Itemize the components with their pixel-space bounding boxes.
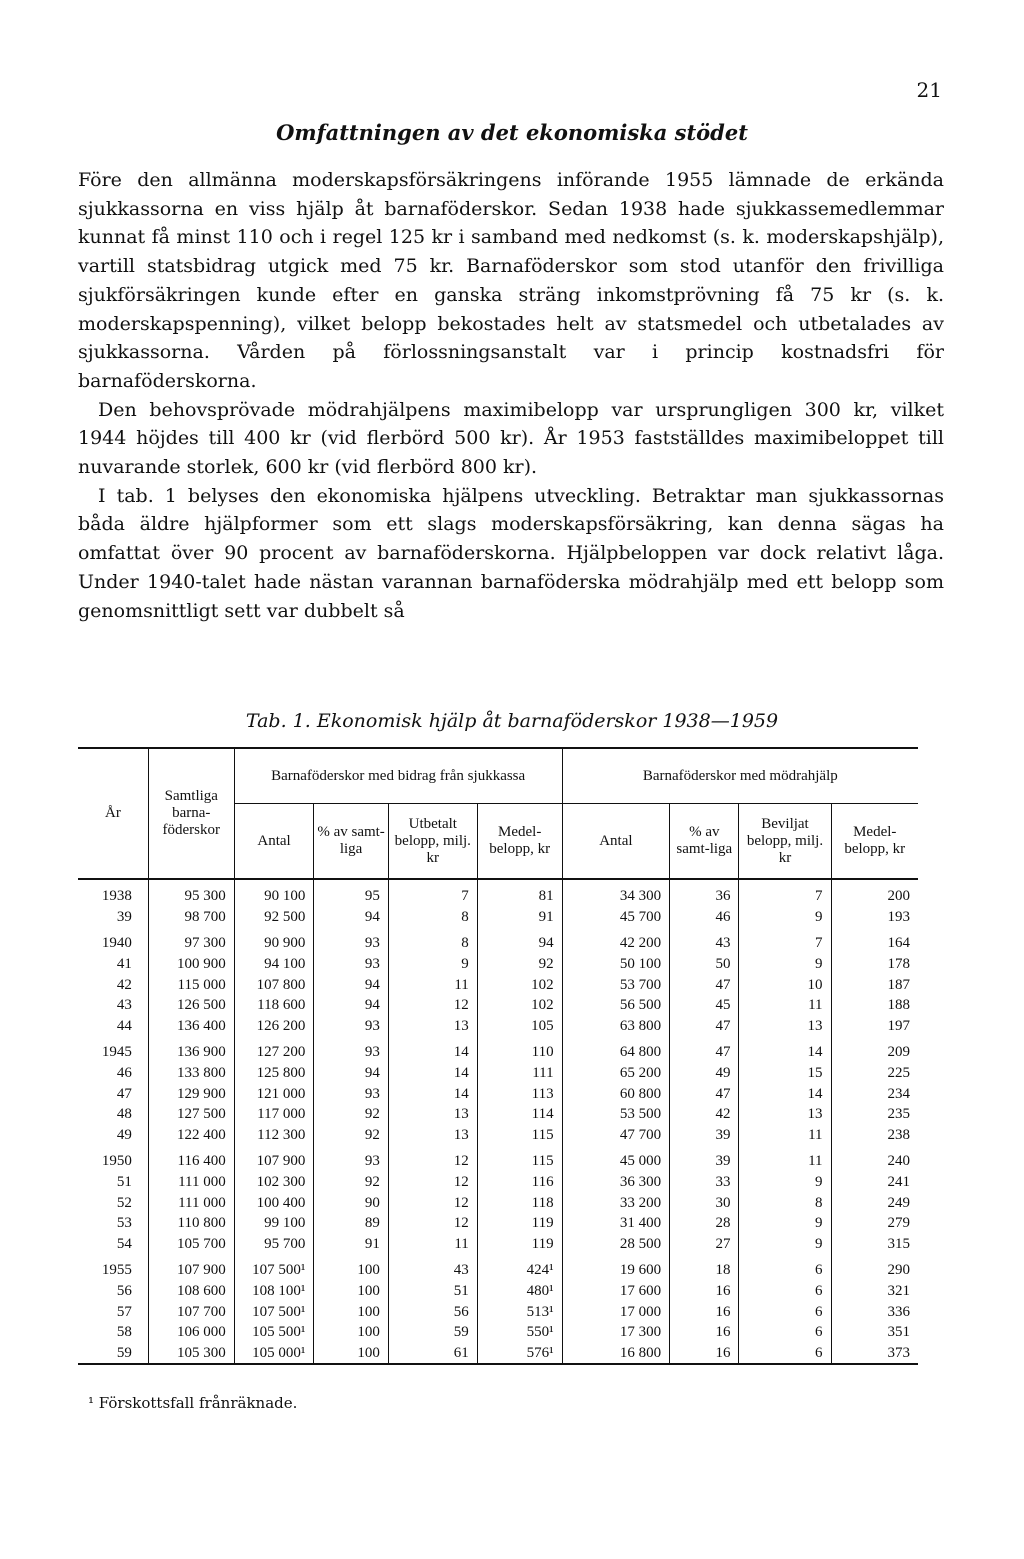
table-cell: 197 [831,1016,918,1037]
table-cell: 60 800 [562,1083,670,1104]
table-cell: 14 [388,1083,477,1104]
table-cell: 92 [314,1104,388,1125]
table-cell: 225 [831,1063,918,1084]
table-row [78,886,918,907]
header-total-mothers: Samtliga barna-föderskor [148,748,234,879]
table-cell: 94 [314,974,388,995]
table-cell: 51 [388,1281,477,1302]
paragraph-3: I tab. 1 belyses den ekonomiska hjälpens utveckling. Betraktar man sjukkassornas båda äldre hjälpformer som ett slags moderskapsförsäkring, kan denna sägas ha omfattat över 90 procent av barnaföderskorna. Hjälpbeloppen var dock relativt låga. Under 1940-talet hade nästan varannan barnaföderska mödrahjälp med ett belopp som genomsnittligt sett var dubbelt så [78,484,944,622]
table-cell: 336 [831,1301,918,1322]
table-cell: 92 [314,1172,388,1193]
table-cell: 193 [831,907,918,928]
table-cell: 1950 [78,1151,148,1172]
table-cell: 13 [739,1104,831,1125]
table-cell: 118 600 [234,995,314,1016]
table-cell: 90 [314,1192,388,1213]
table-cell: 91 [477,907,562,928]
table-cell: 100 400 [234,1192,314,1213]
table-row [78,995,918,1016]
table-cell: 200 [831,886,918,907]
header-group-sick-fund: Barnaföderskor med bidrag från sjukkassa [234,748,562,804]
table-cell: 209 [831,1042,918,1063]
table-cell: 126 200 [234,1016,314,1037]
table-cell: 11 [739,995,831,1016]
table-cell: 7 [388,886,477,907]
table-cell: 110 [477,1042,562,1063]
table-cell: 58 [78,1322,148,1343]
table-cell: 12 [388,1151,477,1172]
table-cell: 9 [739,954,831,975]
table-cell: 49 [78,1125,148,1146]
table-row [78,1260,918,1281]
table-cell: 19 600 [562,1260,670,1281]
table-cell: 513¹ [477,1301,562,1322]
table-cell: 94 [314,907,388,928]
table-cell: 51 [78,1172,148,1193]
table-cell: 93 [314,954,388,975]
spacer-cell [477,879,562,886]
table-row [78,1342,918,1364]
table-cell: 133 800 [148,1063,234,1084]
table-cell: 136 900 [148,1042,234,1063]
table-cell: 115 [477,1125,562,1146]
table-row [78,1042,918,1063]
table-cell: 127 200 [234,1042,314,1063]
table-row [78,954,918,975]
table-cell: 11 [739,1125,831,1146]
table-cell: 56 500 [562,995,670,1016]
table-cell: 100 [314,1342,388,1364]
spacer-cell [562,879,670,886]
table-cell: 42 200 [562,933,670,954]
table-cell: 114 [477,1104,562,1125]
table-cell: 112 300 [234,1125,314,1146]
table-cell: 56 [78,1281,148,1302]
table-cell: 14 [739,1042,831,1063]
table-row [78,1281,918,1302]
table-cell: 290 [831,1260,918,1281]
table-cell: 110 800 [148,1213,234,1234]
table-cell: 53 500 [562,1104,670,1125]
table-cell: 94 [477,933,562,954]
table-cell: 9 [388,954,477,975]
table-cell: 48 [78,1104,148,1125]
table-cell: 424¹ [477,1260,562,1281]
table-cell: 105 500¹ [234,1322,314,1343]
table-cell: 100 [314,1281,388,1302]
table-cell: 279 [831,1213,918,1234]
table-cell: 105 300 [148,1342,234,1364]
table-cell: 107 900 [148,1260,234,1281]
table-cell: 63 800 [562,1016,670,1037]
table-cell: 43 [388,1260,477,1281]
table-cell: 116 400 [148,1151,234,1172]
table-cell: 125 800 [234,1063,314,1084]
table-cell: 121 000 [234,1083,314,1104]
table-cell: 107 500¹ [234,1260,314,1281]
table-cell: 53 [78,1213,148,1234]
table-cell: 50 [670,954,739,975]
spacer-cell [148,879,234,886]
table-cell: 6 [739,1342,831,1364]
table-cell: 17 000 [562,1301,670,1322]
table-cell: 89 [314,1213,388,1234]
table-cell: 7 [739,933,831,954]
spacer-cell [234,879,314,886]
table-cell: 13 [388,1104,477,1125]
table-cell: 91 [314,1234,388,1255]
spacer-cell [388,879,477,886]
table-cell: 6 [739,1301,831,1322]
table-cell: 107 800 [234,974,314,995]
header-group-maternal-aid: Barnaföderskor med mödrahjälp [562,748,918,804]
table-cell: 12 [388,995,477,1016]
table-cell: 6 [739,1322,831,1343]
table-cell: 14 [388,1063,477,1084]
table-cell: 17 600 [562,1281,670,1302]
table-cell: 14 [739,1083,831,1104]
table-cell: 18 [670,1260,739,1281]
table-cell: 100 [314,1301,388,1322]
table-cell: 136 400 [148,1016,234,1037]
table-cell: 93 [314,1042,388,1063]
table-cell: 16 [670,1322,739,1343]
table-cell: 92 [314,1125,388,1146]
table-cell: 36 300 [562,1172,670,1193]
table-cell: 95 [314,886,388,907]
table-cell: 576¹ [477,1342,562,1364]
table-cell: 98 700 [148,907,234,928]
table-cell: 28 500 [562,1234,670,1255]
table-cell: 100 [314,1322,388,1343]
table-row [78,1301,918,1322]
header-antal-1: Antal [234,804,314,880]
table-cell: 550¹ [477,1322,562,1343]
table-cell: 107 900 [234,1151,314,1172]
header-granted-amount: Beviljat belopp, milj. kr [739,804,831,880]
table-cell: 33 [670,1172,739,1193]
table-cell: 108 600 [148,1281,234,1302]
table-cell: 16 [670,1281,739,1302]
paragraph-1: Före den allmänna moderskapsförsäkringens införande 1955 lämnade de erkända sjukkassorna en viss hjälp åt barnaföderskor. Sedan 1938 hade sjukkassemedlemmar kunnat få minst 110 och i regel 125 kr i samband med nedkomst (s. k. moderskapshjälp), vartill statsbidrag utgick med 75 kr. Barnaföderskor som stod utanför den frivilliga sjukförsäkringen kunde efter en ganska sträng inkomstprövning få 75 kr (s. k. moderskapspenning), vilket belopp bekostades helt av statsmedel och utbetalades av sjukkassorna. Vården på förlossningsanstalt var i princip kostnadsfri för barnaföderskorna. [78,169,944,392]
table-cell: 108 100¹ [234,1281,314,1302]
table-cell: 241 [831,1172,918,1193]
table-cell: 56 [388,1301,477,1322]
spacer-cell [670,879,739,886]
table-cell: 105 [477,1016,562,1037]
table-cell: 64 800 [562,1042,670,1063]
table-cell: 47 [670,1016,739,1037]
table-cell: 94 [314,995,388,1016]
table-cell: 129 900 [148,1083,234,1104]
table-cell: 99 100 [234,1213,314,1234]
table-cell: 46 [670,907,739,928]
table-cell: 102 300 [234,1172,314,1193]
table-cell: 52 [78,1192,148,1213]
table-cell: 8 [388,907,477,928]
table-cell: 33 200 [562,1192,670,1213]
table-cell: 93 [314,1151,388,1172]
table-cell: 115 000 [148,974,234,995]
table-row [78,1104,918,1125]
table-cell: 90 100 [234,886,314,907]
table-cell: 94 [314,1063,388,1084]
table-cell: 93 [314,1083,388,1104]
table-cell: 53 700 [562,974,670,995]
table-cell: 122 400 [148,1125,234,1146]
table-cell: 11 [388,974,477,995]
table-cell: 42 [670,1104,739,1125]
table-cell: 36 [670,886,739,907]
spacer-cell [739,879,831,886]
table-cell: 45 [670,995,739,1016]
table-cell: 97 300 [148,933,234,954]
table-cell: 13 [388,1016,477,1037]
table-cell: 1945 [78,1042,148,1063]
table-cell: 12 [388,1213,477,1234]
table-cell: 10 [739,974,831,995]
table-cell: 102 [477,995,562,1016]
table-cell: 11 [388,1234,477,1255]
table-cell: 13 [388,1125,477,1146]
table-row [78,1125,918,1146]
table-cell: 11 [739,1151,831,1172]
table-cell: 105 000¹ [234,1342,314,1364]
table-cell: 94 100 [234,954,314,975]
table-cell: 95 700 [234,1234,314,1255]
table-cell: 235 [831,1104,918,1125]
table-cell: 65 200 [562,1063,670,1084]
footnote: ¹ Förskottsfall frånräknade. [88,1394,298,1412]
table-cell: 16 800 [562,1342,670,1364]
table-cell: 188 [831,995,918,1016]
table-cell: 54 [78,1234,148,1255]
table-cell: 373 [831,1342,918,1364]
table-cell: 9 [739,1234,831,1255]
section-heading: Omfattningen av det ekonomiska stödet [276,120,748,145]
table-cell: 106 000 [148,1322,234,1343]
table-cell: 119 [477,1213,562,1234]
table-cell: 9 [739,1213,831,1234]
table-cell: 47 [670,974,739,995]
table-cell: 41 [78,954,148,975]
table-cell: 39 [670,1151,739,1172]
table-cell: 116 [477,1172,562,1193]
table-row [78,1151,918,1172]
table-cell: 93 [314,933,388,954]
table-cell: 17 300 [562,1322,670,1343]
table-row [78,1172,918,1193]
table-cell: 105 700 [148,1234,234,1255]
table-cell: 45 000 [562,1151,670,1172]
table-cell: 8 [739,1192,831,1213]
table-cell: 81 [477,886,562,907]
table-cell: 14 [388,1042,477,1063]
table-cell: 7 [739,886,831,907]
table-row [78,1213,918,1234]
table-cell: 44 [78,1016,148,1037]
table-cell: 59 [388,1322,477,1343]
table-cell: 321 [831,1281,918,1302]
table-cell: 45 700 [562,907,670,928]
table-body [78,879,918,1364]
table-cell: 9 [739,1172,831,1193]
table-cell: 117 000 [234,1104,314,1125]
table-row [78,1192,918,1213]
table-cell: 111 000 [148,1172,234,1193]
table-cell: 61 [388,1342,477,1364]
table-row [78,974,918,995]
table-cell: 39 [78,907,148,928]
table-cell: 6 [739,1260,831,1281]
table-cell: 92 500 [234,907,314,928]
header-avg-2: Medel-belopp, kr [831,804,918,880]
table-cell: 187 [831,974,918,995]
table-cell: 9 [739,907,831,928]
table-cell: 480¹ [477,1281,562,1302]
table-cell: 59 [78,1342,148,1364]
paragraph-2: Den behovsprövade mödrahjälpens maximibelopp var ursprungligen 300 kr, vilket 1944 höjdes till 400 kr (vid flerbörd 500 kr). År 1953 fastställdes maximibeloppet till nuvarande storlek, 600 kr (vid flerbörd 800 kr). [78,398,944,479]
table-cell: 111 000 [148,1192,234,1213]
table-cell: 95 300 [148,886,234,907]
table-cell: 12 [388,1172,477,1193]
table-cell: 164 [831,933,918,954]
table-cell: 127 500 [148,1104,234,1125]
table-cell: 28 [670,1213,739,1234]
table-cell: 42 [78,974,148,995]
table-cell: 34 300 [562,886,670,907]
spacer-cell [78,879,148,886]
economic-aid-table [78,747,918,1365]
table-row [78,1083,918,1104]
table-cell: 238 [831,1125,918,1146]
header-avg-1: Medel-belopp, kr [477,804,562,880]
table-cell: 113 [477,1083,562,1104]
table-cell: 47 [78,1083,148,1104]
table-cell: 249 [831,1192,918,1213]
header-pct-1: % av samt-liga [314,804,388,880]
table-cell: 107 700 [148,1301,234,1322]
table-cell: 100 900 [148,954,234,975]
table-cell: 1955 [78,1260,148,1281]
table-cell: 47 [670,1083,739,1104]
table-cell: 47 700 [562,1125,670,1146]
table-cell: 92 [477,954,562,975]
table-cell: 118 [477,1192,562,1213]
table-row [78,1016,918,1037]
table-cell: 46 [78,1063,148,1084]
table-cell: 107 500¹ [234,1301,314,1322]
table-cell: 50 100 [562,954,670,975]
table-cell: 8 [388,933,477,954]
spacer-row [78,879,918,886]
table-cell: 93 [314,1016,388,1037]
header-antal-2: Antal [562,804,670,880]
table-cell: 15 [739,1063,831,1084]
table-cell: 240 [831,1151,918,1172]
table-cell: 126 500 [148,995,234,1016]
table-row [78,933,918,954]
table-row [78,1322,918,1343]
table-cell: 27 [670,1234,739,1255]
table-row [78,1063,918,1084]
table-cell: 178 [831,954,918,975]
header-pct-2: % av samt-liga [670,804,739,880]
spacer-cell [831,879,918,886]
table-cell: 43 [670,933,739,954]
table-cell: 351 [831,1322,918,1343]
table-cell: 30 [670,1192,739,1213]
body-text [78,166,944,625]
table-row [78,907,918,928]
table-cell: 47 [670,1042,739,1063]
table-cell: 100 [314,1260,388,1281]
table-cell: 115 [477,1151,562,1172]
table-cell: 119 [477,1234,562,1255]
table-cell: 57 [78,1301,148,1322]
table-cell: 13 [739,1016,831,1037]
header-paid-amount: Utbetalt belopp, milj. kr [388,804,477,880]
table-cell: 39 [670,1125,739,1146]
page-number: 21 [916,78,942,102]
table-cell: 6 [739,1281,831,1302]
table-cell: 234 [831,1083,918,1104]
table-cell: 16 [670,1301,739,1322]
spacer-cell [314,879,388,886]
table-row [78,1234,918,1255]
table-caption: Tab. 1. Ekonomisk hjälp åt barnaföderskor 1938—1959 [245,710,779,732]
table-cell: 315 [831,1234,918,1255]
table-cell: 31 400 [562,1213,670,1234]
table-cell: 43 [78,995,148,1016]
table-cell: 111 [477,1063,562,1084]
table-cell: 102 [477,974,562,995]
table-cell: 12 [388,1192,477,1213]
table-cell: 16 [670,1342,739,1364]
table-cell: 90 900 [234,933,314,954]
table-cell: 1940 [78,933,148,954]
table-cell: 1938 [78,886,148,907]
table-cell: 49 [670,1063,739,1084]
header-year: År [78,748,148,879]
